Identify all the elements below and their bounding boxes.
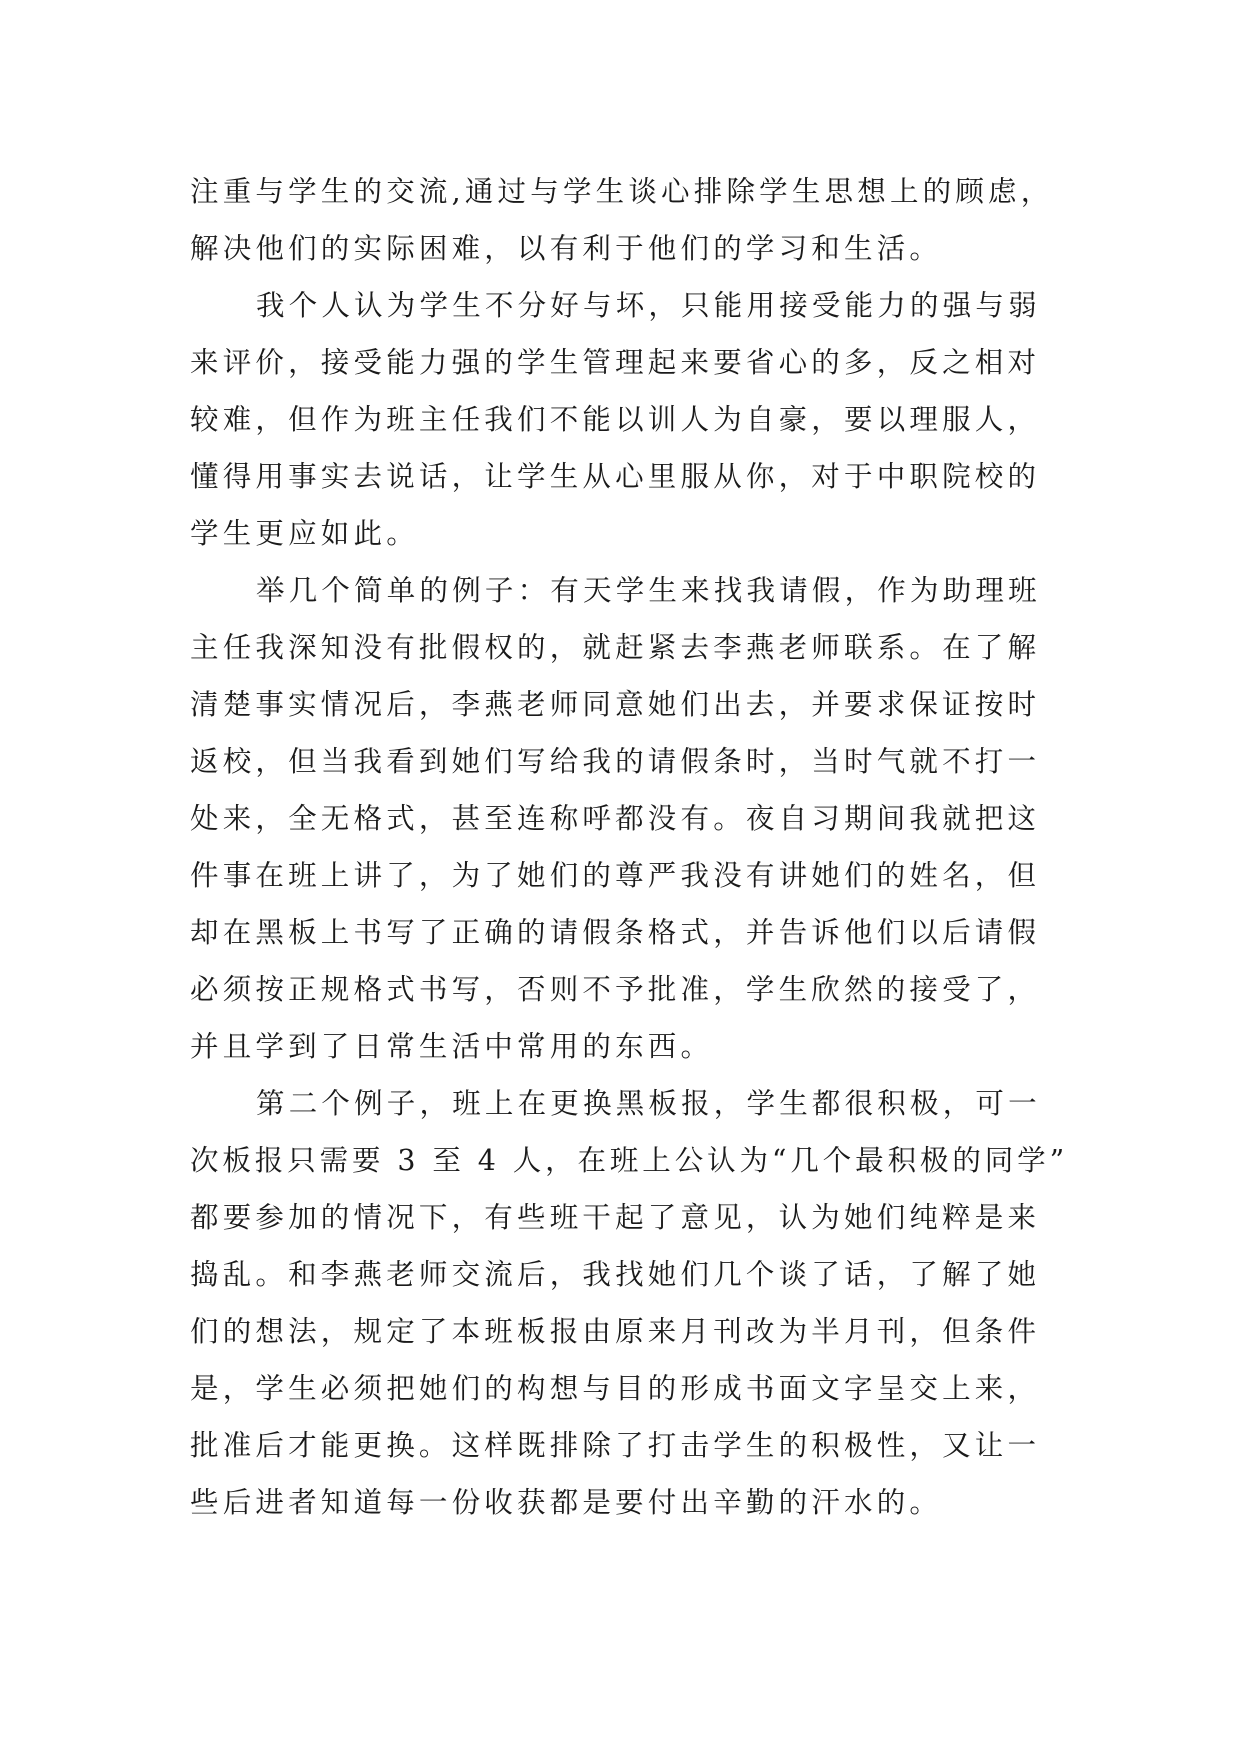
text-line: 第二个例子，班上在更换黑板报，学生都很积极，可一 [256, 1087, 1041, 1120]
text-line: 较难，但作为班主任我们不能以训人为自豪，要以理服人， [190, 403, 1041, 436]
text-line: 捣乱。和李燕老师交流后，我找她们几个谈了话，了解了她 [190, 1258, 1041, 1291]
text-line: 举几个简单的例子：有天学生来找我请假，作为助理班 [256, 574, 1041, 607]
text-line: 并且学到了日常生活中常用的东西。 [190, 1030, 714, 1063]
text-line: 处来，全无格式，甚至连称呼都没有。夜自习期间我就把这 [190, 802, 1041, 835]
text-line: 懂得用事实去说话，让学生从心里服从你，对于中职院校的 [190, 460, 1041, 493]
text-line: 次板报只需要 3 至 4 人，在班上公认为“几个最积极的同学” [190, 1144, 1069, 1177]
text-line: 学生更应如此。 [190, 517, 419, 550]
text-line: 些后进者知道每一份收获都是要付出辛勤的汗水的。 [190, 1486, 943, 1519]
text-line: 批准后才能更换。这样既排除了打击学生的积极性，又让一 [190, 1429, 1041, 1462]
body-text [190, 163, 1070, 1531]
text-line: 是，学生必须把她们的构想与目的形成书面文字呈交上来， [190, 1372, 1041, 1405]
text-line: 清楚事实情况后，李燕老师同意她们出去，并要求保证按时 [190, 688, 1041, 721]
text-line: 返校，但当我看到她们写给我的请假条时，当时气就不打一 [190, 745, 1041, 778]
text-line: 都要参加的情况下，有些班干起了意见，认为她们纯粹是来 [190, 1201, 1041, 1234]
text-line: 件事在班上讲了，为了她们的尊严我没有讲她们的姓名，但 [190, 859, 1041, 892]
text-line: 注重与学生的交流,通过与学生谈心排除学生思想上的顾虑， [190, 175, 1054, 208]
text-line: 来评价，接受能力强的学生管理起来要省心的多，反之相对 [190, 346, 1041, 379]
text-line: 必须按正规格式书写，否则不予批准，学生欣然的接受了， [190, 973, 1041, 1006]
text-line: 解决他们的实际困难，以有利于他们的学习和生活。 [190, 232, 943, 265]
text-line: 却在黑板上书写了正确的请假条格式，并告诉他们以后请假 [190, 916, 1041, 949]
text-line: 主任我深知没有批假权的，就赶紧去李燕老师联系。在了解 [190, 631, 1041, 664]
text-line: 我个人认为学生不分好与坏，只能用接受能力的强与弱 [256, 289, 1041, 322]
text-line: 们的想法，规定了本班板报由原来月刊改为半月刊，但条件 [190, 1315, 1041, 1348]
